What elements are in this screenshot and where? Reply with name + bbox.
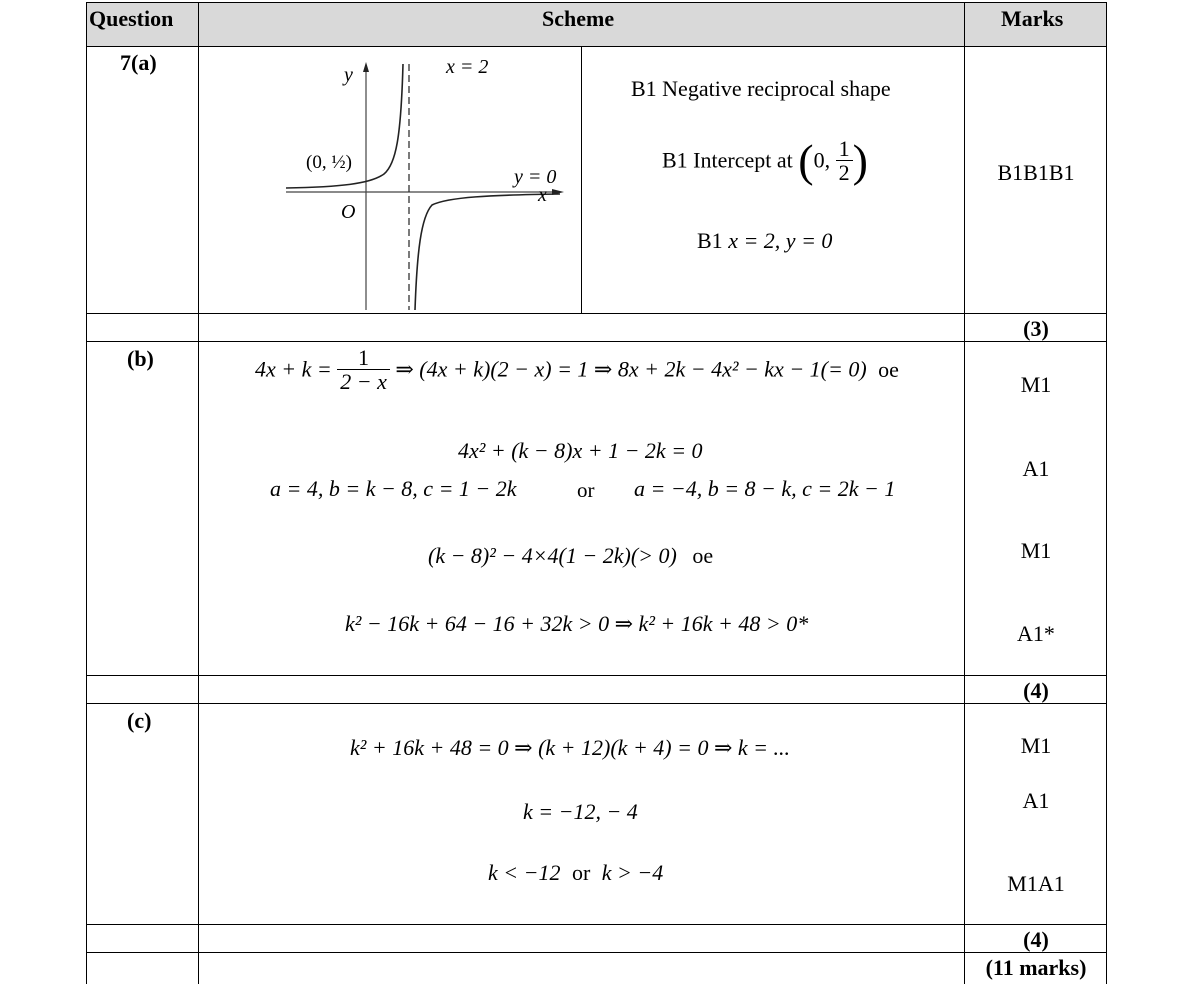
question-label-c: (c) xyxy=(127,708,152,733)
table-border xyxy=(86,924,1107,925)
mark-part-a: B1B1B1 xyxy=(997,160,1075,185)
part-b-line3-left: a = 4, b = k − 8, c = 1 − 2k xyxy=(270,476,517,501)
total-marks: (11 marks) xyxy=(985,955,1087,980)
subtotal-part-c: (4) xyxy=(1023,927,1049,952)
part-b-line1-den: 2 − x xyxy=(340,369,387,395)
part-b-line5: k² − 16k + 64 − 16 + 32k > 0 ⇒ k² + 16k + 48 > 0* xyxy=(345,611,809,636)
intercept-fraction-num: 1 xyxy=(836,137,853,161)
table-border xyxy=(86,341,1107,342)
part-b-line2: 4x² + (k − 8)x + 1 − 2k = 0 xyxy=(458,438,703,463)
mark-part-b-1: M1 xyxy=(1020,372,1052,397)
part-c-line2: k = −12, − 4 xyxy=(523,799,638,824)
graph-y-arrow xyxy=(363,62,369,72)
table-border-left xyxy=(86,2,87,984)
part-b-line1-oe: oe xyxy=(878,356,899,382)
part-b-line4-expr: (k − 8)² − 4×4(1 − 2k)(> 0) xyxy=(428,543,677,568)
part-b-line3-right: a = −4, b = 8 − k, c = 2k − 1 xyxy=(634,476,896,501)
table-border-col xyxy=(198,2,199,984)
intercept-close-paren: ) xyxy=(852,135,868,186)
subtotal-part-b: (4) xyxy=(1023,678,1049,703)
part-b-line1-num: 1 xyxy=(337,346,390,370)
intercept-fraction-den: 2 xyxy=(838,160,850,185)
note-b1-asymptotes-math: x = 2, y = 0 xyxy=(728,228,833,253)
intercept-open-paren: ( xyxy=(798,135,814,186)
part-b-line3-or: or xyxy=(577,478,595,502)
mark-part-b-4: A1* xyxy=(1017,621,1055,646)
part-c-line3-a: k < −12 xyxy=(488,860,561,885)
table-border-col xyxy=(964,2,965,984)
part-b-line1 xyxy=(255,346,899,393)
table-border-top xyxy=(86,2,1107,3)
intercept-zero: 0, xyxy=(813,147,831,173)
note-b1-intercept xyxy=(662,134,868,187)
part-b-line1-lhs: 4x + k = xyxy=(255,356,332,382)
part-b-line1-fraction xyxy=(337,346,390,393)
mark-part-b-2: A1 xyxy=(1022,456,1050,481)
table-border xyxy=(86,313,1107,314)
note-b1-asymptotes xyxy=(697,228,832,254)
mark-part-c-3: M1A1 xyxy=(1007,871,1065,896)
intercept-fraction xyxy=(836,137,853,184)
part-c-line1: k² + 16k + 48 = 0 ⇒ (k + 12)(k + 4) = 0 ⇒ k = ... xyxy=(350,735,791,760)
part-b-line4-oe: oe xyxy=(692,543,714,568)
part-c-line3-b: k > −4 xyxy=(601,860,664,885)
graph-x-label: x xyxy=(538,184,547,206)
scheme-split xyxy=(581,46,582,313)
header-question: Question xyxy=(89,6,174,31)
table-border xyxy=(86,703,1107,704)
mark-part-c-1: M1 xyxy=(1020,733,1052,758)
question-label-b: (b) xyxy=(127,346,154,371)
part-c-line3 xyxy=(488,860,663,886)
graph-right-branch xyxy=(415,194,560,310)
part-c-line3-or: or xyxy=(571,860,591,885)
graph-xaxis-label: y = 0 xyxy=(514,166,557,188)
header-marks: Marks xyxy=(1001,6,1064,31)
subtotal-part-a: (3) xyxy=(1023,316,1049,341)
mark-part-c-2: A1 xyxy=(1022,788,1050,813)
table-border xyxy=(86,675,1107,676)
note-b1-intercept-prefix: B1 Intercept at xyxy=(662,147,793,173)
note-b1-shape: B1 Negative reciprocal shape xyxy=(631,76,891,101)
table-border xyxy=(86,952,1107,953)
question-label-7a: 7(a) xyxy=(120,50,157,75)
table-border-right xyxy=(1106,2,1107,984)
table-border-header xyxy=(86,46,1107,47)
note-b1-asymptotes-label: B1 xyxy=(697,228,723,253)
part-b-line4 xyxy=(428,543,713,569)
graph-y-label: y xyxy=(344,64,353,86)
graph-origin-label: O xyxy=(341,201,356,223)
header-scheme: Scheme xyxy=(542,6,615,31)
graph-intercept-label: (0, ½) xyxy=(306,152,352,173)
part-b-line1-rhs: ⇒ (4x + k)(2 − x) = 1 ⇒ 8x + 2k − 4x² − kx − 1(= 0) xyxy=(395,356,867,382)
graph-asymptote-label: x = 2 xyxy=(446,56,489,78)
mark-part-b-3: M1 xyxy=(1020,538,1052,563)
